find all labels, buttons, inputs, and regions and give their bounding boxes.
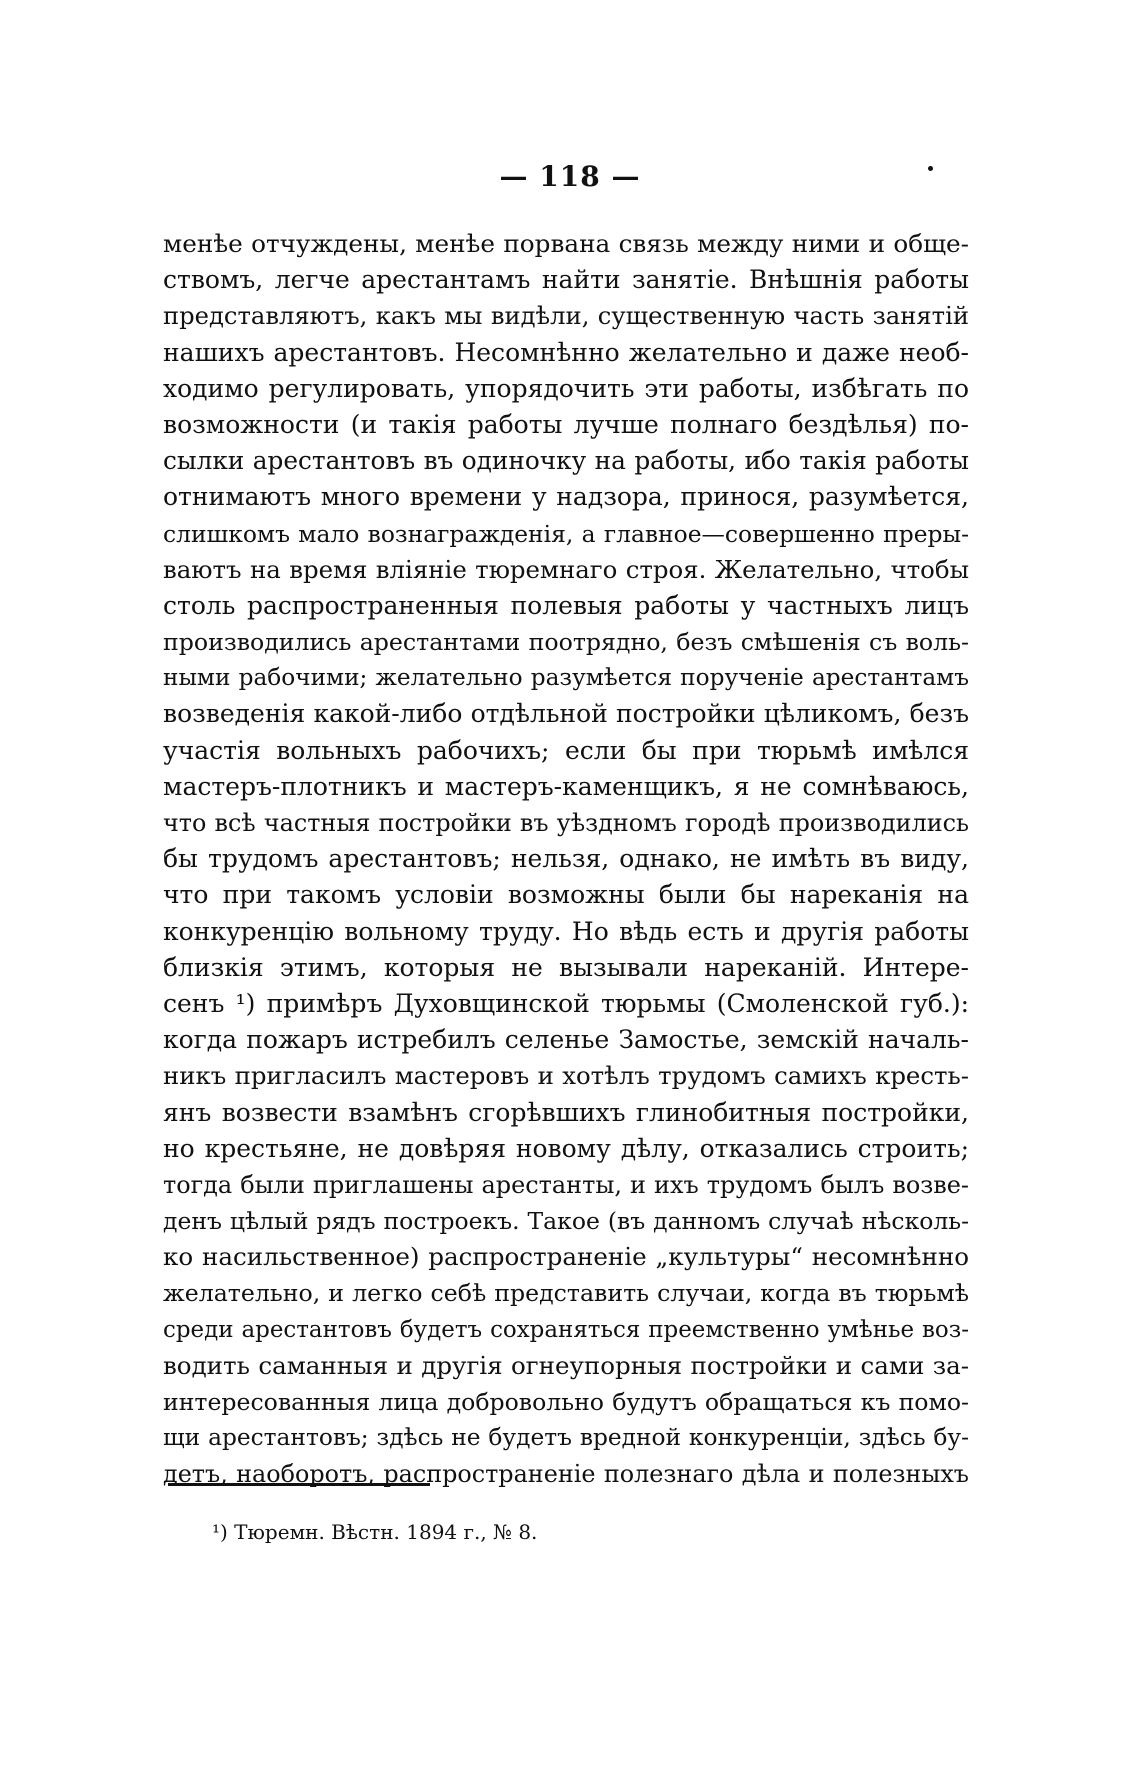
text-line: близкія этимъ, которыя не вызывали нареканій. Интере- [163, 952, 969, 982]
text-line: ствомъ, легче арестантамъ найти занятіе. Внѣшнія работы [163, 265, 969, 295]
text-line: желательно, и легко себѣ представить случаи, когда въ тюрьмѣ [163, 1279, 969, 1308]
footnote-divider [168, 1483, 430, 1486]
text-line: денъ цѣлый рядъ построекъ. Такое (въ данномъ случаѣ нѣсколь- [163, 1207, 969, 1236]
text-line: менѣе отчуждены, менѣе порвана связь между ними и обще- [163, 229, 969, 258]
text-line: интересованныя лица добровольно будутъ обращаться къ помо- [163, 1388, 969, 1416]
text-line: конкуренцію вольному труду. Но вѣдь есть и другія работы [163, 916, 969, 946]
body-text [163, 226, 969, 1493]
page-number: — 118 — [499, 160, 641, 193]
text-line: отнимаютъ много времени у надзора, принося, разумѣется, [163, 482, 969, 512]
ink-speck [928, 166, 933, 171]
text-line: щи арестантовъ; здѣсь не будетъ вредной конкуренціи, здѣсь бу- [163, 1424, 969, 1452]
text-line: мастеръ-плотникъ и мастеръ-каменщикъ, я не сомнѣваюсь, [163, 771, 969, 801]
text-line: возможности (и такія работы лучше полнаго бездѣлья) по- [163, 409, 969, 439]
text-line: что при такомъ условіи возможны были бы нареканія на [163, 880, 969, 910]
text-line: участія вольныхъ рабочихъ; если бы при тюрьмѣ имѣлся [163, 735, 969, 765]
text-line: что всѣ частныя постройки въ уѣздномъ городѣ производились [163, 809, 969, 837]
text-line: столь распространенныя полевыя работы у частныхъ лицъ [163, 590, 969, 620]
text-line: среди арестантовъ будетъ сохраняться преемственно умѣнье воз- [163, 1316, 969, 1343]
text-line: нашихъ арестантовъ. Несомнѣнно желательно и даже необ- [163, 337, 969, 367]
text-line: ваютъ на время вліяніе тюремнаго строя. Желательно, чтобы [163, 554, 969, 584]
text-line: ходимо регулировать, упорядочить эти работы, избѣгать по [163, 373, 969, 403]
text-line: сенъ ¹) примѣръ Духовщинской тюрьмы (Смоленской губ.): [163, 988, 969, 1018]
text-line: тогда были приглашены арестанты, и ихъ трудомъ былъ возве- [163, 1170, 969, 1199]
text-line: но крестьяне, не довѣряя новому дѣлу, отказались строить; [163, 1133, 969, 1163]
text-line: производились арестантами поотрядно, безъ смѣшенія съ воль- [163, 628, 969, 657]
text-line: водить саманныя и другія огнеупорныя постройки и сами за- [163, 1350, 969, 1380]
text-line: ко насильственное) распространеніе „культуры“ несомнѣнно [163, 1242, 969, 1272]
text-line: слишкомъ мало вознагражденія, а главное—совершенно преры- [163, 519, 969, 548]
text-line: возведенія какой-либо отдѣльной постройки цѣликомъ, безъ [163, 699, 969, 729]
text-line: когда пожаръ истребилъ селенье Замостье, земскій началь- [163, 1025, 969, 1055]
footnote: ¹) Тюремн. Вѣстн. 1894 г., № 8. [212, 1520, 538, 1544]
text-line: представляютъ, какъ мы видѣли, существенную часть занятій [163, 301, 969, 331]
text-line: бы трудомъ арестантовъ; нельзя, однако, не имѣть въ виду, [163, 844, 969, 874]
text-line: никъ пригласилъ мастеровъ и хотѣлъ трудомъ самихъ кресть- [163, 1061, 969, 1091]
text-line: ными рабочими; желательно разумѣется порученіе арестантамъ [163, 664, 969, 692]
text-line: сылки арестантовъ въ одиночку на работы, ибо такія работы [163, 446, 969, 476]
text-line: детъ, наоборотъ, распространеніе полезнаго дѣла и полезныхъ [163, 1460, 969, 1489]
text-line: янъ возвести взамѣнъ сгорѣвшихъ глинобитныя постройки, [163, 1097, 969, 1127]
